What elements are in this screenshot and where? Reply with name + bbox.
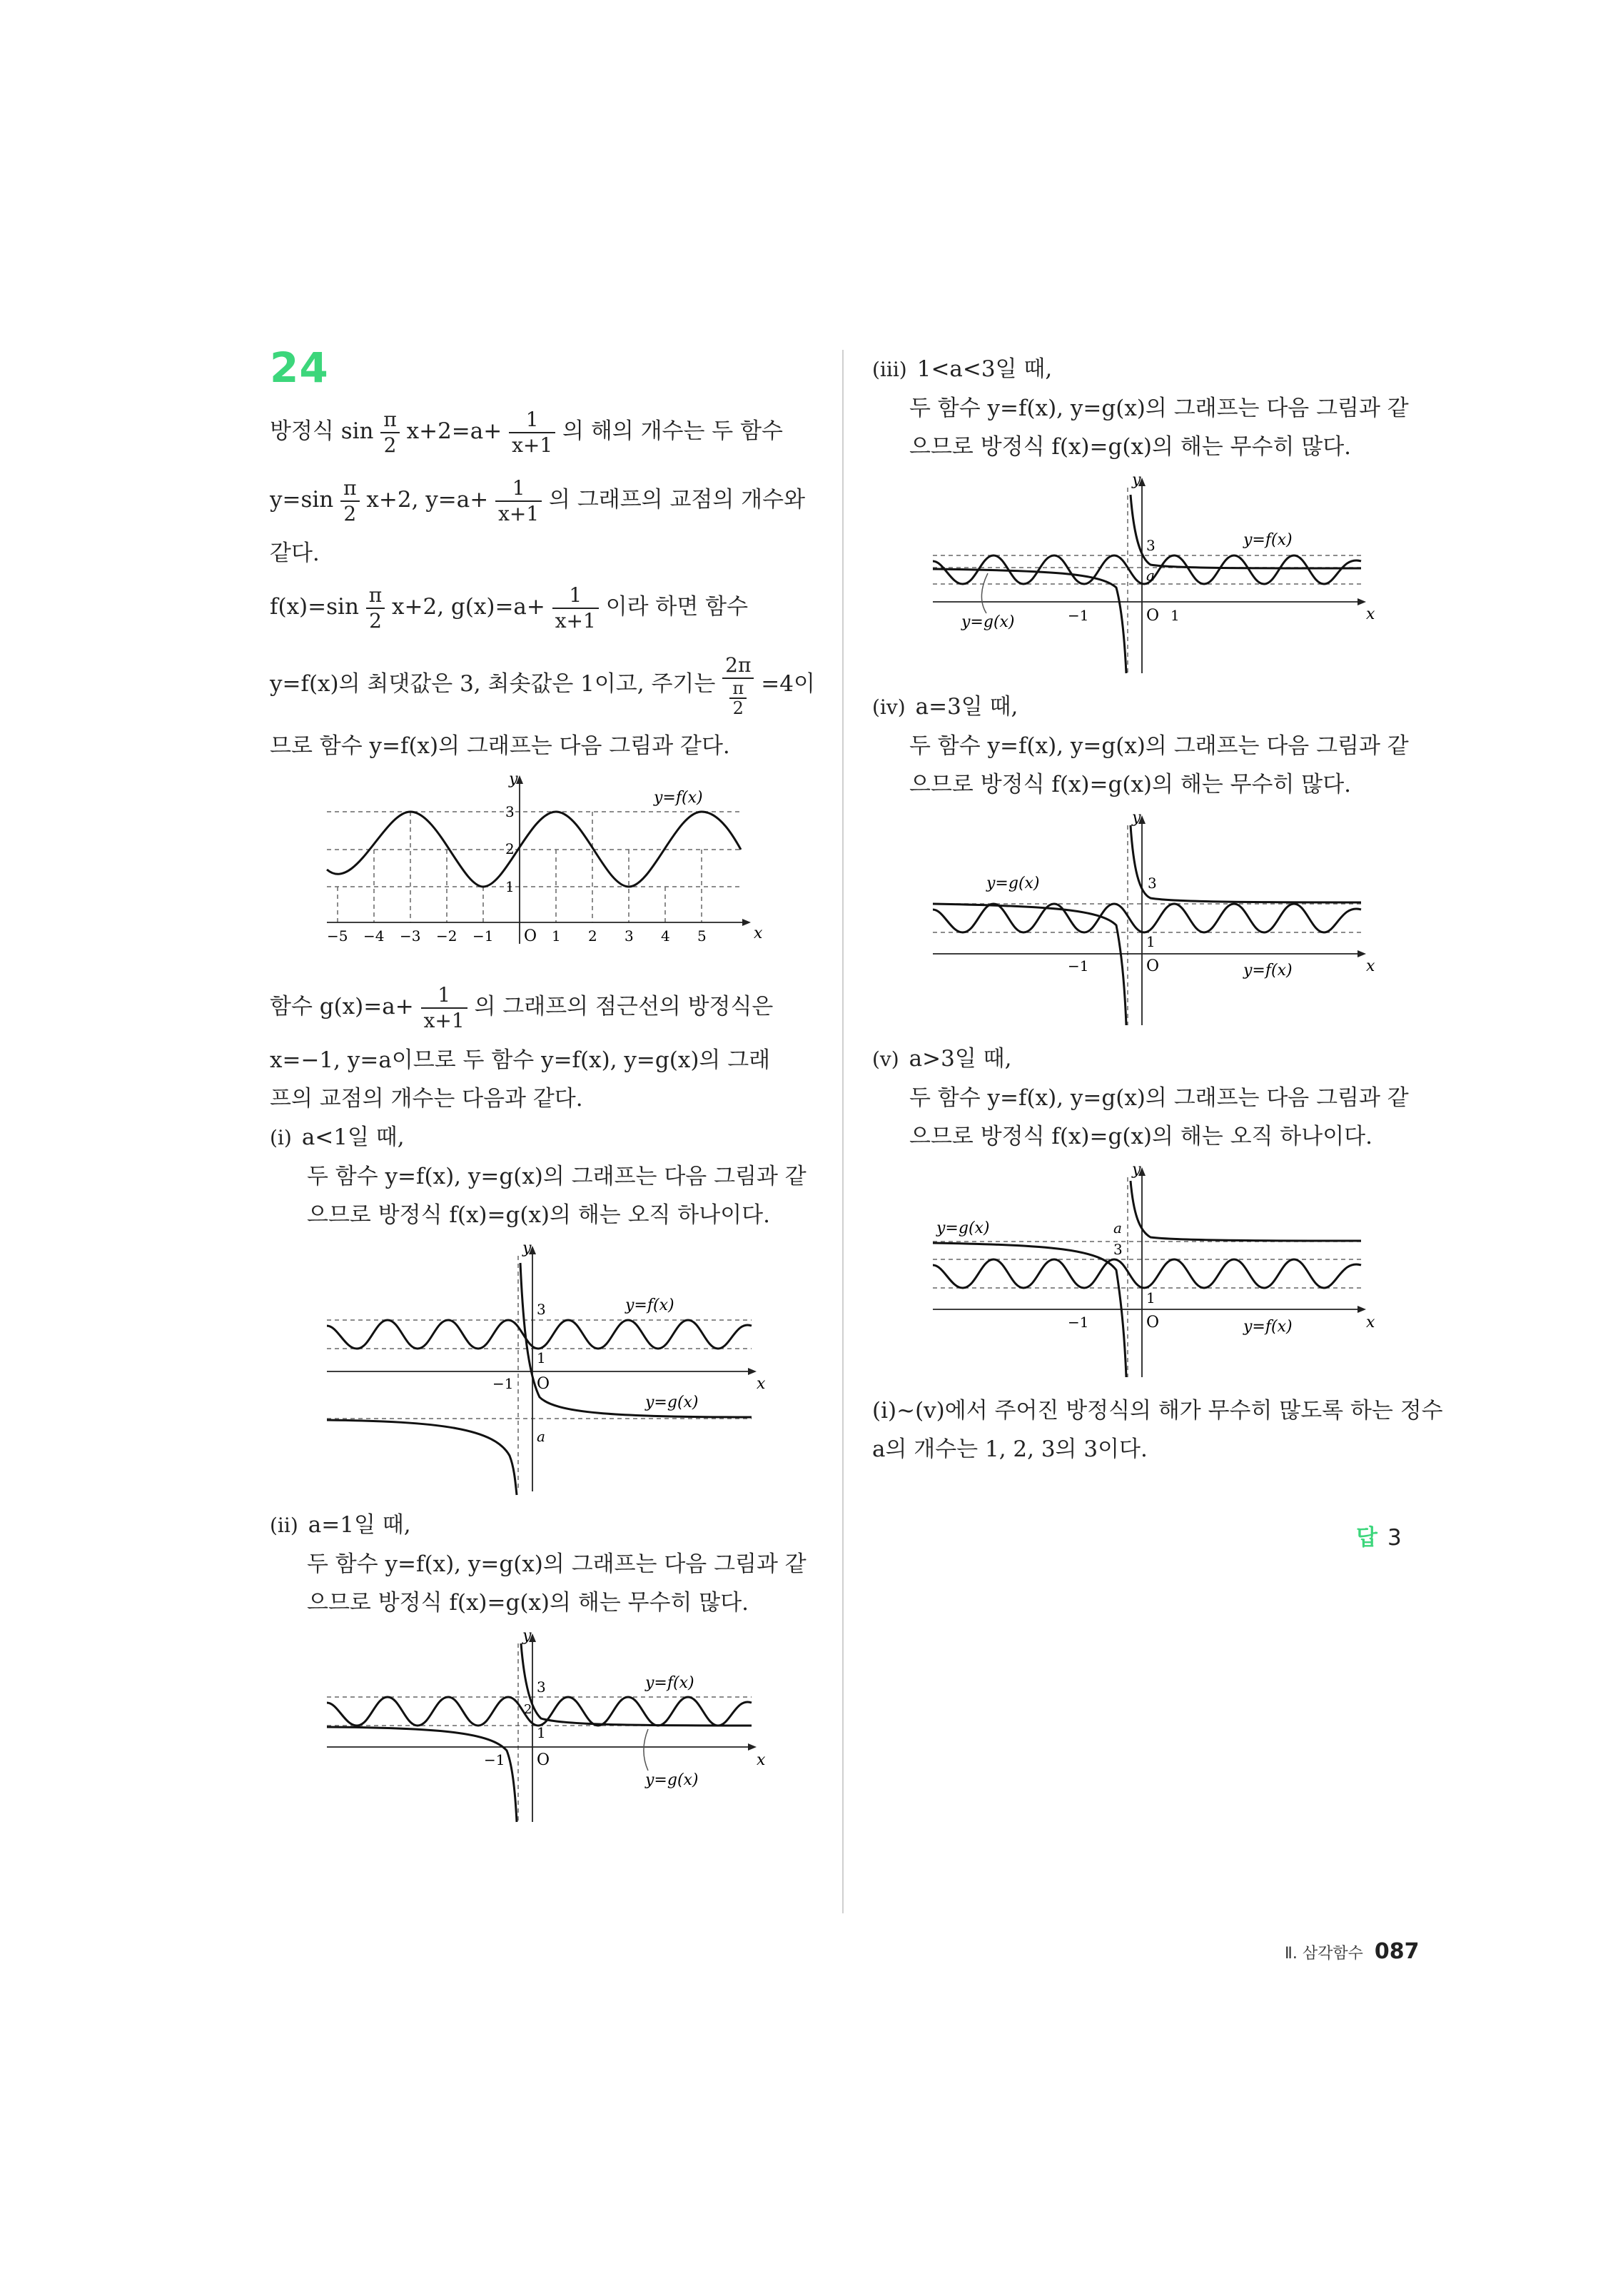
case-2-line-2: 으므로 방정식 f(x)=g(x)의 해는 무수히 많다. <box>307 1590 749 1616</box>
origin-label: O <box>1146 607 1160 625</box>
text: 의 해의 개수는 두 함수 <box>562 418 783 444</box>
case-condition: a=1일 때, <box>308 1512 411 1538</box>
case-2-heading <box>270 1506 812 1545</box>
tick-minus-1: −1 <box>1068 607 1089 624</box>
curve-label-f: y=f(x) <box>1243 531 1293 549</box>
intro-line-2 <box>270 465 812 534</box>
text: x+2=a+ <box>406 418 502 444</box>
curve-label-g: y=g(x) <box>936 1219 990 1237</box>
x-axis-label: x <box>754 925 763 942</box>
asymptote-line-1 <box>270 972 812 1041</box>
numerator: 1 <box>495 476 542 502</box>
curve-label-f: y=f(x) <box>625 1296 674 1314</box>
case-label: (v) <box>872 1047 899 1071</box>
curve-label-f: y=f(x) <box>1243 962 1293 980</box>
tick-a: a <box>1146 567 1155 584</box>
conclusion-line-2: a의 개수는 1, 2, 3의 3이다. <box>872 1436 1148 1462</box>
fraction-pi-over-2 <box>380 408 399 458</box>
tick-minus-1: −1 <box>492 1375 514 1392</box>
x-tick: 2 <box>588 927 597 945</box>
denominator: 2 <box>732 698 744 718</box>
intro-line-4 <box>270 573 812 641</box>
text: 의 그래프의 점근선의 방정식은 <box>474 994 774 1019</box>
tick-2: 2 <box>524 1702 532 1717</box>
x-axis-label: x <box>757 1751 766 1769</box>
text: 이라 하면 함수 <box>605 594 749 620</box>
graph-f <box>313 772 769 965</box>
origin-label: O <box>524 927 537 945</box>
origin-label: O <box>1146 1314 1160 1331</box>
numerator: 2π <box>722 653 754 679</box>
fraction-1-over-x1 <box>552 583 599 633</box>
y-axis-label: y <box>1132 473 1141 489</box>
case-condition: a<1일 때, <box>301 1124 405 1150</box>
intro-line-5 <box>270 641 815 727</box>
y-axis-label: y <box>1132 1163 1141 1179</box>
case-1-line-2: 으므로 방정식 f(x)=g(x)의 해는 오직 하나이다. <box>307 1202 770 1228</box>
denominator: 2 <box>369 608 382 633</box>
tick-1: 1 <box>1171 607 1180 624</box>
text: y=sin <box>270 487 334 513</box>
tick-1: 1 <box>1146 933 1156 950</box>
numerator: 1 <box>421 983 467 1009</box>
x-axis-label: x <box>1366 1314 1375 1331</box>
y-axis-label: y <box>522 1242 532 1257</box>
intro-line-6: 므로 함수 y=f(x)의 그래프는 다음 그림과 같다. <box>270 733 730 759</box>
numerator: π <box>380 408 399 433</box>
denominator: 2 <box>383 433 397 457</box>
text: 의 그래프의 교점의 개수와 <box>549 487 806 513</box>
x-axis-label: x <box>1366 957 1375 975</box>
origin-label: O <box>537 1751 550 1769</box>
denominator: x+1 <box>555 608 596 633</box>
denominator <box>722 679 754 718</box>
answer <box>1356 1519 1402 1551</box>
denominator: x+1 <box>512 433 553 457</box>
problem-number: 24 <box>270 343 329 392</box>
tick-a: a <box>1113 1219 1122 1237</box>
tick-minus-1: −1 <box>484 1751 505 1768</box>
page-number: 087 <box>1374 1939 1420 1964</box>
tick-3: 3 <box>1146 537 1156 554</box>
answer-tag: 답 <box>1356 1525 1377 1551</box>
column-divider <box>842 350 844 1913</box>
numerator: π <box>366 583 385 609</box>
numerator: π <box>729 679 747 699</box>
case-3-line-1: 두 함수 y=f(x), y=g(x)의 그래프는 다음 그림과 같 <box>909 396 1409 421</box>
case-4-line-1: 두 함수 y=f(x), y=g(x)의 그래프는 다음 그림과 같 <box>909 733 1409 759</box>
x-tick: 5 <box>697 927 707 945</box>
case-label: (iii) <box>872 358 907 381</box>
y-axis-label: y <box>522 1629 532 1645</box>
tick-minus-1: −1 <box>1068 957 1089 975</box>
tick-minus-1: −1 <box>1068 1314 1089 1331</box>
x-tick: 4 <box>661 927 670 945</box>
case-1-line-1: 두 함수 y=f(x), y=g(x)의 그래프는 다음 그림과 같 <box>307 1164 807 1189</box>
fraction-pi-over-2 <box>366 583 385 633</box>
graph-case-1 <box>313 1242 769 1499</box>
x-axis-label: x <box>757 1375 766 1393</box>
case-5-heading <box>872 1039 1429 1079</box>
page-footer <box>1285 1939 1419 1964</box>
origin-label: O <box>537 1375 550 1393</box>
case-3-line-2: 으므로 방정식 f(x)=g(x)의 해는 무수히 많다. <box>909 434 1352 460</box>
x-tick: −1 <box>472 927 494 945</box>
case-condition: a=3일 때, <box>915 694 1018 720</box>
text: 방정식 sin <box>270 418 374 444</box>
fraction-2pi-over-pi-over-2 <box>722 653 754 718</box>
curve-label-g: y=g(x) <box>645 1771 699 1789</box>
graph-case-2 <box>313 1629 769 1829</box>
fraction-1-over-x1 <box>421 983 467 1033</box>
text: y=f(x)의 최댓값은 3, 최솟값은 1이고, 주기는 <box>270 671 716 697</box>
asymptote-line-2: x=−1, y=a이므로 두 함수 y=f(x), y=g(x)의 그래 <box>270 1047 771 1073</box>
inner-fraction <box>729 679 747 718</box>
tick-1: 1 <box>537 1724 546 1741</box>
denominator: x+1 <box>498 501 540 525</box>
curve-label-g: y=g(x) <box>645 1394 699 1411</box>
curve-label-f: y=f(x) <box>654 789 703 807</box>
case-condition: a>3일 때, <box>909 1046 1012 1072</box>
answer-value: 3 <box>1387 1525 1402 1551</box>
case-4-heading <box>872 688 1429 727</box>
numerator: 1 <box>509 408 555 433</box>
x-tick: −2 <box>436 927 457 945</box>
fraction-1-over-x1 <box>495 476 542 526</box>
text: 함수 g(x)=a+ <box>270 994 414 1019</box>
y-tick-3: 3 <box>505 803 515 820</box>
y-tick-2: 2 <box>505 840 515 857</box>
case-label: (ii) <box>270 1514 298 1537</box>
case-1-heading <box>270 1118 812 1157</box>
left-column <box>270 343 815 1836</box>
numerator: π <box>340 476 359 502</box>
section-title: Ⅱ. 삼각함수 <box>1285 1945 1363 1963</box>
text: x+2, y=a+ <box>366 487 489 513</box>
case-5-line-2: 으므로 방정식 f(x)=g(x)의 해는 오직 하나이다. <box>909 1124 1372 1149</box>
x-axis-label: x <box>1366 605 1375 623</box>
fraction-pi-over-2 <box>340 476 359 526</box>
tick-3: 3 <box>1148 875 1157 892</box>
case-condition: 1<a<3일 때, <box>916 356 1053 382</box>
origin-label: O <box>1146 957 1160 975</box>
y-tick-1: 1 <box>505 878 515 895</box>
curve-label-f: y=f(x) <box>1243 1318 1293 1336</box>
asymptote-line-3: 프의 교점의 개수는 다음과 같다. <box>270 1086 583 1112</box>
tick-1: 1 <box>1146 1289 1156 1306</box>
x-tick: 3 <box>625 927 634 945</box>
text: =4이 <box>761 671 815 697</box>
fraction-1-over-x1 <box>509 408 555 458</box>
case-4-line-2: 으므로 방정식 f(x)=g(x)의 해는 무수히 많다. <box>909 772 1352 797</box>
denominator: 2 <box>343 501 357 525</box>
graph-case-3 <box>922 473 1379 680</box>
curve-label-g: y=g(x) <box>986 875 1040 892</box>
denominator: x+1 <box>423 1008 465 1032</box>
y-axis-label: y <box>509 772 518 788</box>
tick-a: a <box>537 1428 545 1445</box>
x-tick: −5 <box>327 927 348 945</box>
case-5-line-1: 두 함수 y=f(x), y=g(x)의 그래프는 다음 그림과 같 <box>909 1085 1409 1111</box>
tick-1: 1 <box>537 1349 546 1366</box>
graph-case-4 <box>922 811 1379 1032</box>
y-axis-label: y <box>1132 811 1141 827</box>
case-label: (iv) <box>872 695 906 719</box>
x-tick: −3 <box>400 927 421 945</box>
text: f(x)=sin <box>270 594 359 620</box>
case-3-heading <box>872 350 1429 389</box>
x-tick: 1 <box>552 927 561 945</box>
case-label: (i) <box>270 1126 292 1149</box>
x-tick: −4 <box>363 927 385 945</box>
curve-label-g: y=g(x) <box>961 613 1015 631</box>
tick-3: 3 <box>1113 1241 1123 1258</box>
case-2-line-1: 두 함수 y=f(x), y=g(x)의 그래프는 다음 그림과 같 <box>307 1551 807 1577</box>
graph-case-5 <box>922 1163 1379 1384</box>
tick-3: 3 <box>537 1678 546 1696</box>
text: x+2, g(x)=a+ <box>392 594 545 620</box>
intro-line-1 <box>270 397 812 465</box>
right-column <box>872 350 1443 1469</box>
tick-3: 3 <box>537 1301 546 1318</box>
intro-line-3: 같다. <box>270 540 320 566</box>
conclusion-line-1: (i)~(v)에서 주어진 방정식의 해가 무수히 많도록 하는 정수 <box>872 1398 1443 1424</box>
curve-label-f: y=f(x) <box>645 1674 694 1692</box>
numerator: 1 <box>552 583 599 609</box>
